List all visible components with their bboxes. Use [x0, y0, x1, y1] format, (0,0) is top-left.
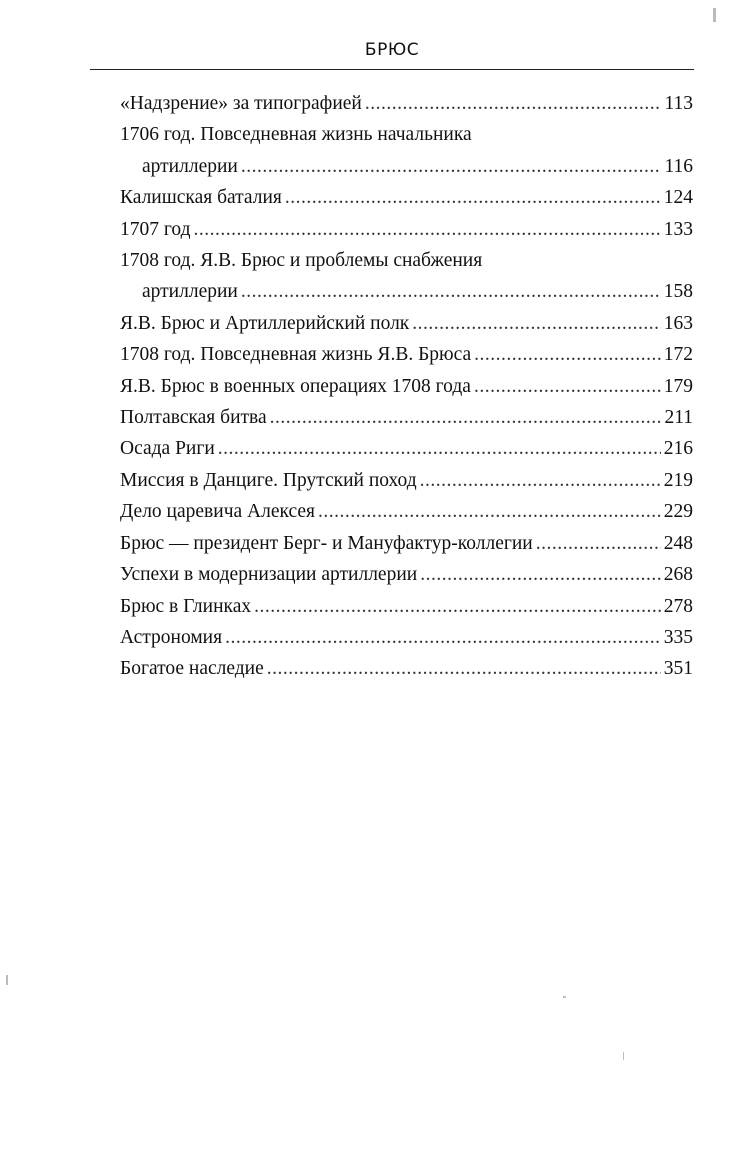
- toc-entry-page: 335: [663, 626, 693, 648]
- toc-leader-dots: [420, 559, 661, 590]
- scan-speck: [6, 975, 8, 985]
- toc-entry-title: Брюс — президент Берг- и Мануфактур-коллегии: [120, 532, 533, 554]
- toc-entry: [120, 496, 693, 527]
- toc-entry-title: Я.В. Брюс и Артиллерийский полк: [120, 312, 410, 334]
- toc-entry: [120, 371, 693, 402]
- toc-leader-dots: [412, 308, 660, 339]
- toc-entry-page: 163: [663, 312, 693, 334]
- toc-leader-dots: [318, 496, 661, 527]
- toc-entry-page: 158: [663, 281, 693, 303]
- toc-entry-title: 1706 год. Повседневная жизнь начальника: [120, 124, 472, 146]
- toc-entry-page: 172: [663, 344, 693, 366]
- toc-entry: [120, 591, 693, 622]
- toc-entry-page: 113: [664, 93, 693, 114]
- toc-leader-dots: [536, 528, 661, 559]
- toc-leader-dots: [285, 182, 661, 213]
- toc-entry-page: 219: [663, 469, 693, 491]
- toc-leader-dots: [420, 465, 661, 496]
- toc-entry: [120, 465, 693, 496]
- scan-speck: [623, 1052, 624, 1060]
- toc-leader-dots: [241, 276, 661, 307]
- toc-entry: [120, 622, 693, 653]
- toc-entry-page: 351: [663, 658, 693, 680]
- toc-entry-title: Богатое наследие: [120, 658, 264, 680]
- toc-entry-title: 1708 год. Повседневная жизнь Я.В. Брюса: [120, 344, 472, 366]
- toc-entry: [120, 653, 693, 684]
- toc-entry: [120, 339, 693, 370]
- toc-leader-dots: [270, 402, 662, 433]
- toc-leader-dots: [474, 371, 661, 402]
- toc-entry-title: Дело царевича Алексея: [120, 501, 315, 523]
- toc-entry: [120, 308, 693, 339]
- toc-leader-dots: [254, 591, 661, 622]
- toc-entry-title: Полтавская битва: [120, 407, 267, 429]
- toc-entry-title: Астрономия: [120, 626, 223, 648]
- toc-entry: [120, 214, 693, 245]
- toc-entry-page: 278: [663, 595, 693, 617]
- toc-entry-title: Брюс в Глинках: [120, 595, 252, 617]
- toc-entry-page: 133: [663, 218, 693, 240]
- toc-leader-dots: [194, 214, 661, 245]
- toc-entry-page: 211: [664, 407, 693, 429]
- toc-entry-page: 124: [663, 187, 693, 209]
- toc-entry-page: 216: [663, 438, 693, 460]
- toc-entry-title: Успехи в модернизации артиллерии: [120, 564, 418, 586]
- running-title: БРЮС: [364, 40, 420, 60]
- toc-leader-dots: [225, 622, 661, 653]
- toc-entry: [120, 402, 693, 433]
- toc-entry-page: 116: [664, 155, 693, 177]
- toc-entry: [120, 119, 693, 182]
- toc-entry-title: «Надзрение» за типографией: [120, 93, 362, 114]
- toc-entry-title-continued: артиллерии: [142, 281, 238, 303]
- toc-entry-title: 1708 год. Я.В. Брюс и проблемы снабжения: [120, 250, 483, 272]
- toc-leader-dots: [218, 433, 661, 464]
- toc-entry: [120, 182, 693, 213]
- toc-entry: [120, 88, 693, 119]
- toc-entry: [120, 559, 693, 590]
- toc-entry-title: Осада Риги: [120, 438, 215, 460]
- toc-entry-title: Я.В. Брюс в военных операциях 1708 года: [120, 375, 471, 397]
- toc-leader-dots: [241, 151, 662, 182]
- toc-entry-title: Калишская баталия: [120, 187, 282, 209]
- toc-leader-dots: [365, 88, 662, 119]
- table-of-contents: [120, 88, 693, 685]
- toc-entry-page: 268: [663, 564, 693, 586]
- scan-speck: [713, 8, 716, 22]
- toc-leader-dots: [267, 653, 661, 684]
- toc-entry: [120, 528, 693, 559]
- toc-entry: [120, 245, 693, 308]
- toc-entry-title: Миссия в Данциге. Прутский поход: [120, 469, 417, 491]
- scan-speck: [563, 996, 566, 998]
- toc-entry-title: 1707 год: [120, 218, 191, 240]
- toc-entry-title-continued: артиллерии: [142, 155, 238, 177]
- header-rule: [90, 69, 694, 70]
- toc-entry: [120, 433, 693, 464]
- toc-leader-dots: [474, 339, 661, 370]
- toc-entry-page: 229: [663, 501, 693, 523]
- toc-entry-page: 248: [663, 532, 693, 554]
- toc-entry-page: 179: [663, 375, 693, 397]
